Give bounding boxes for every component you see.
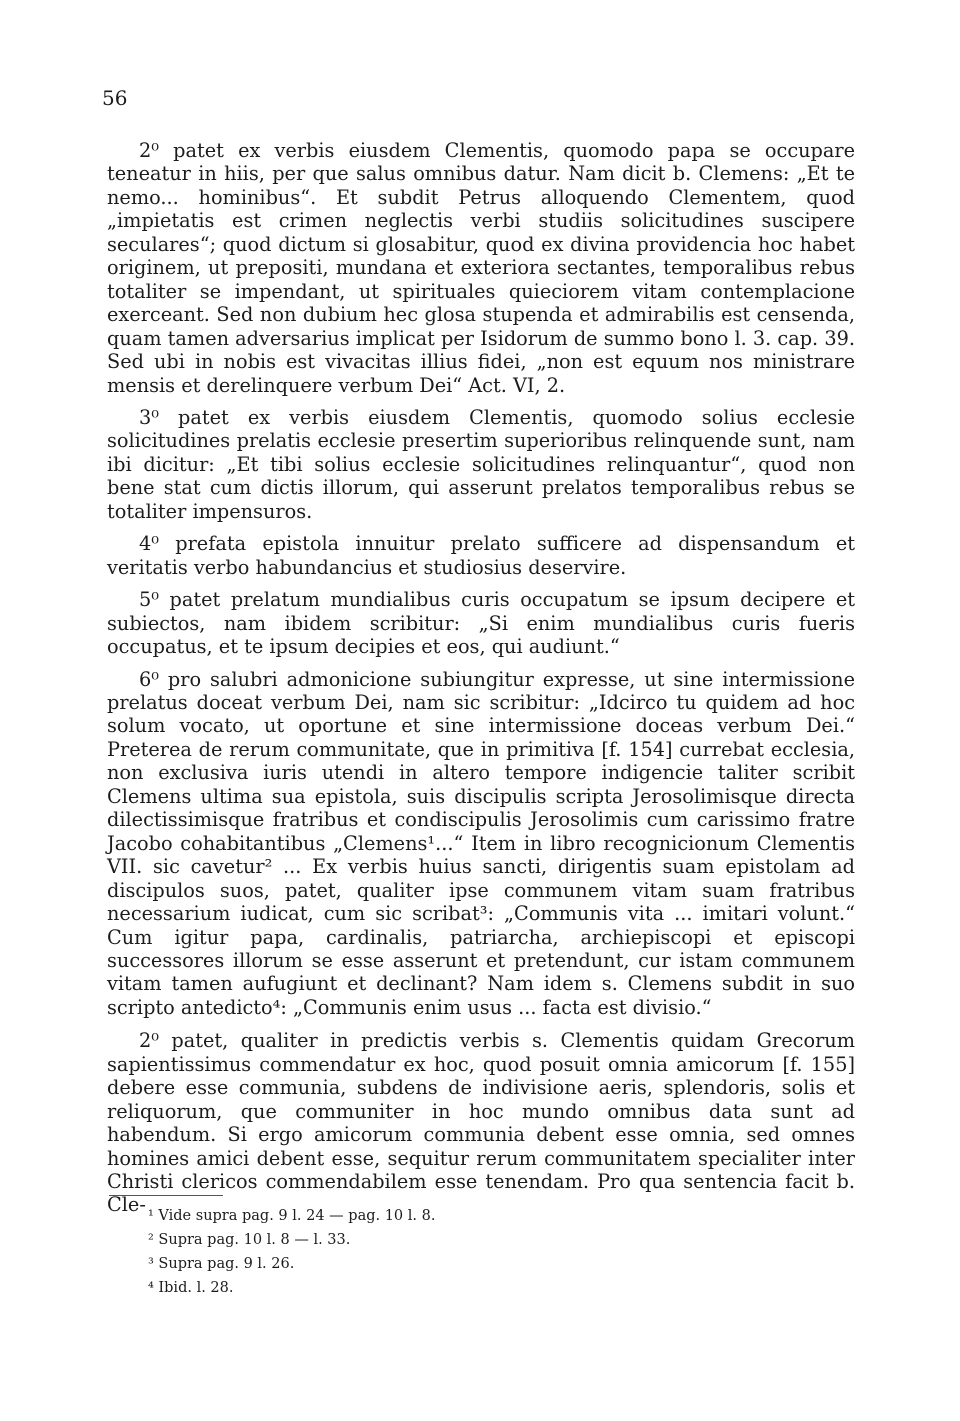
paragraph: 2⁰ patet, qualiter in predictis verbis s. Clementis quidam Grecorum sapientissimus commendatur ex hoc, quod posuit omnia amicorum [f. 155] debere esse communia, subdens de indivisione aeris, splendoris, solis et reliquorum, que communiter in hoc mundo omnibus data sunt ad habendum. Si ergo amicorum communia debent esse omnia, sed omnes homines amici debent esse, sequitur rerum communitatem specialiter inter Christi clericos commendabilem esse tenendam. Pro qua sentencia facit b. Cle- [107,1029,855,1217]
paragraph: 6⁰ pro salubri admonicione subiungitur expresse, ut sine intermissione prelatus doceat verbum Dei, nam sic scribitur: „Idcirco tu quidem ad hoc solum vocato, ut oportune et sine intermissione doceas verbum Dei.“ Preterea de rerum communitate, que in primitiva [f. 154] currebat ecclesia, non exclusiva iuris utendi in altero tempore indigencie taliter scribit Clemens ultima sua epistola, suis discipulis scripta Jerosolimisque directa dilectissimisque fratribus et condiscipulis Jerosolimis cum carissimo fratre Jacobo cohabitantibus „Clemens¹...“ Item in libro recognicionum Clementis VII. sic cavetur² ... Ex verbis huius sancti, dirigentis suam epistolam ad discipulos suos, patet, qualiter ipse communem vitam suam fratribus necessarium iudicat, cum sic scribat³: „Communis vita ... imitari volunt.“ Cum igitur papa, cardinalis, patriarcha, archiepiscopi et episcopi successores illorum se esse asserunt et pretendunt, cur istam communem vitam tamen aufugiunt et declinant? Nam idem s. Clemens subdit in suo scripto antedicto⁴: „Communis enim usus ... facta est divisio.“ [107,667,855,1019]
paragraph: 3⁰ patet ex verbis eiusdem Clementis, quomodo solius ecclesie solicitudines prelatis ecclesie presertim superioribus relinquende sunt, nam ibi dicitur: „Et tibi solius ecclesie solicitudines relinquantur“, quod non bene stat cum dictis illorum, qui asserunt prelatos temporalibus rebus se totaliter impensuros. [107,405,855,523]
footnote: ¹ Vide supra pag. 9 l. 24 — pag. 10 l. 8. [148,1208,436,1224]
footnote: ³ Supra pag. 9 l. 26. [148,1256,295,1272]
paragraph: 2⁰ patet ex verbis eiusdem Clementis, quomodo papa se occupare teneatur in hiis, per que salus omnibus datur. Nam dicit b. Clemens: „Et te nemo... hominibus“. Et subdit Petrus alloquendo Clementem, quod „impietatis est crimen neglectis verbi studiis solicitudines suscipere seculares“; quod dictum si glosabitur, quod ex divina providencia hoc habet originem, ut prepositi, mundana et exteriora sectantes, temporalibus rebus totaliter se impendant, ut spirituales quieciorem vitam contemplacione exerceant. Sed non dubium hec glosa stupenda et admirabilis est censenda, quam tamen adversarius implicat per Isidorum de summo bono l. 3. cap. 39. Sed ubi in nobis est vivacitas illius fidei, „non est equum nos ministrare mensis et derelinquere verbum Dei“ Act. VI, 2. [107,139,855,397]
footnote: ⁴ Ibid. l. 28. [148,1280,234,1296]
footnotes [148,1206,648,1302]
body-text [107,139,855,1226]
paragraph: 5⁰ patet prelatum mundialibus curis occupatum se ipsum decipere et subiectos, nam ibidem scribitur: „Si enim mundialibus curis fueris occupatus, et te ipsum decipies et eos, qui audiunt.“ [107,588,855,659]
paragraph: 4⁰ prefata epistola innuitur prelato sufficere ad dispensandum et veritatis verbo habundancius et studiosius deservire. [107,532,855,579]
page-number: 56 [102,86,128,110]
footnote: ² Supra pag. 10 l. 8 — l. 33. [148,1232,351,1248]
footnote-divider [109,1195,223,1196]
